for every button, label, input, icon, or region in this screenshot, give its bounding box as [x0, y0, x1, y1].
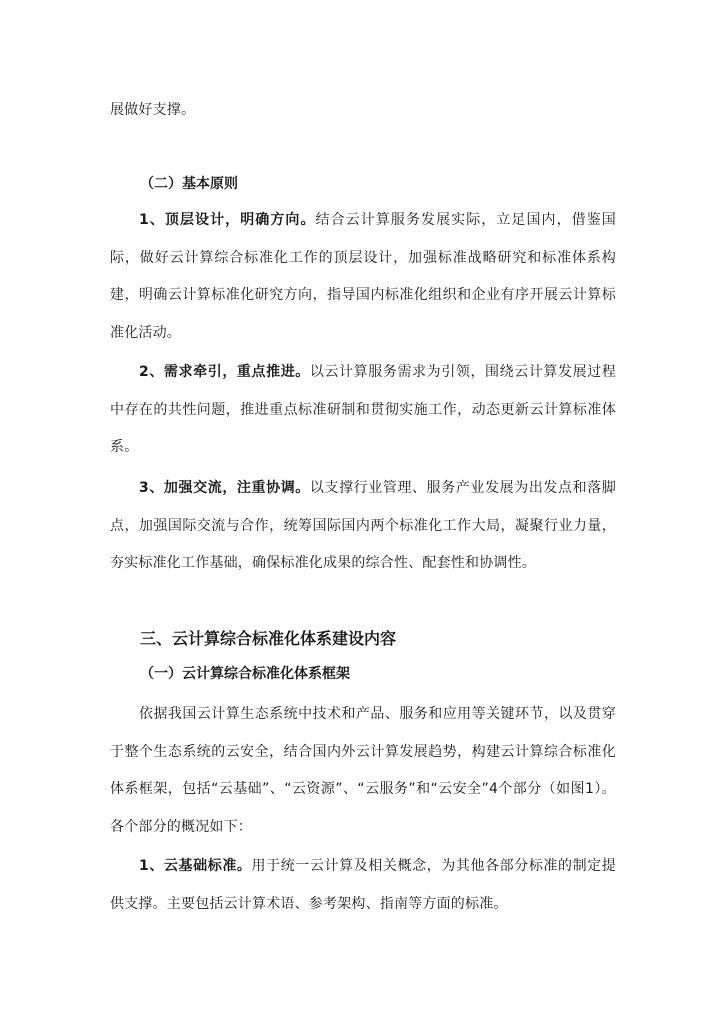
principle-2-paragraph	[110, 354, 616, 467]
principle-1-paragraph	[110, 202, 616, 352]
principle-1-body: 结合云计算服务发展实际，立足国内，借鉴国际，做好云计算综合标准化工作的顶层设计，加强标准战略研究和标准体系构建，明确云计算标准化研究方向，指导国内标准化组织和企业有序开展云计算标准化活动。	[110, 212, 617, 341]
section-three-heading: 三、云计算综合标准化体系建设内容	[140, 629, 397, 648]
principle-2-body: 以云计算服务需求为引领，围绕云计算发展过程中存在的共性问题，推进重点标准研制和贯彻实施工作，动态更新云计算标准体系。	[110, 364, 616, 455]
principle-2-lead: 2、需求牵引，重点推进。	[139, 364, 310, 380]
principle-3-lead: 3、加强交流，注重协调。	[139, 480, 310, 496]
framework-paragraph	[110, 696, 616, 846]
principle-1-lead: 1、顶层设计，明确方向。	[139, 212, 316, 228]
principle-3-body: 以支撑行业管理、服务产业发展为出发点和落脚点，加强国际交流与合作，统筹国际国内两个标准化工作大局，凝聚行业力量，夯实标准化工作基础，确保标准化成果的综合性、配套性和协调性。	[110, 480, 616, 571]
cloud-basic-paragraph	[110, 848, 616, 923]
principle-3-paragraph	[110, 470, 616, 583]
framework-text: 依据我国云计算生态系统中技术和产品、服务和应用等关键环节，以及贯穿于整个生态系统的云安全，结合国内外云计算发展趋势，构建云计算综合标准化体系框架，包括“云基础”、“云资源”、“云服务”和“云安全”4个部分（如图1）。各个部分的概况如下：	[110, 706, 616, 835]
basic-principles-heading: （二）基本原则	[140, 176, 238, 192]
intro-tail-text: 展做好支撑。	[110, 102, 196, 118]
intro-tail-paragraph	[110, 92, 616, 130]
cloud-basic-body: 用于统一云计算及相关概念，为其他各部分标准的制定提供支撑。主要包括云计算术语、参考架构、指南等方面的标准。	[110, 858, 617, 912]
cloud-basic-lead: 1、云基础标准。	[139, 858, 252, 874]
framework-heading: （一）云计算综合标准化体系框架	[140, 666, 350, 682]
